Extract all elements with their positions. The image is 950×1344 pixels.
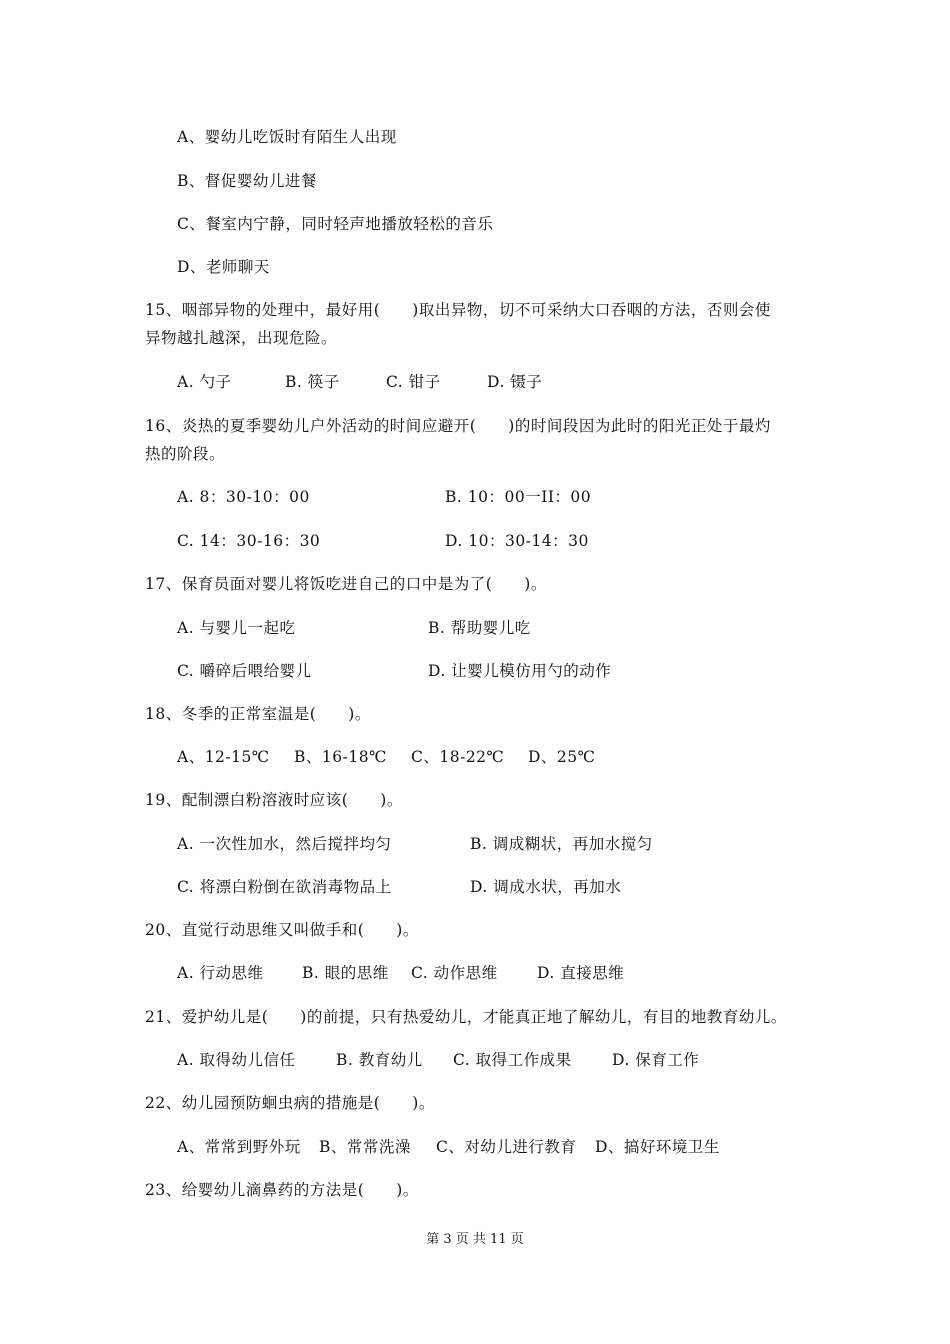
- option-c: C. 动作思维: [411, 964, 498, 982]
- option-b: B. 10：00一II：00: [445, 488, 592, 506]
- question-text: 17、保育员面对婴儿将饭吃进自己的口中是为了( )。: [145, 575, 547, 593]
- question-text: 16、炎热的夏季婴幼儿户外活动的时间应避开( )的时间段因为此时的阳光正处于最灼: [145, 417, 771, 435]
- option-c: C. 钳子: [386, 373, 441, 391]
- option-b: B. 筷子: [285, 373, 340, 391]
- question-text: 20、直觉行动思维又叫做手和( )。: [145, 921, 419, 939]
- question-text: 23、给婴幼儿滴鼻药的方法是( )。: [145, 1181, 419, 1199]
- option-b: B. 帮助婴儿吃: [428, 619, 531, 637]
- option-b: B、16-18℃: [294, 748, 387, 766]
- question-text: 21、爱护幼儿是( )的前提，只有热爱幼儿，才能真正地了解幼儿，有目的地教育幼儿。: [145, 1008, 787, 1026]
- option-d: D. 保育工作: [612, 1051, 700, 1069]
- option-a: A、12-15℃: [177, 748, 270, 766]
- option-a: A. 勺子: [177, 373, 232, 391]
- option-a: A、常常到野外玩: [177, 1138, 301, 1156]
- option-d: D. 调成水状，再加水: [470, 878, 622, 896]
- question-text: 18、冬季的正常室温是( )。: [145, 705, 371, 723]
- option-c: C. 将漂白粉倒在欲消毒物品上: [177, 878, 392, 896]
- option-a: A. 行动思维: [177, 964, 264, 982]
- option-b: B. 眼的思维: [302, 964, 389, 982]
- option-c: C、餐室内宁静，同时轻声地播放轻松的音乐: [177, 215, 494, 233]
- option-d: D、25℃: [528, 748, 596, 766]
- option-c: C. 14：30-16：30: [177, 532, 321, 550]
- option-b: B、常常洗澡: [319, 1138, 411, 1156]
- option-a: A. 与婴儿一起吃: [177, 619, 296, 637]
- option-b: B. 调成糊状，再加水搅匀: [470, 835, 653, 853]
- page-number-footer: 第 3 页 共 11 页: [426, 1232, 524, 1247]
- option-a: A. 8：30-10：00: [177, 488, 310, 506]
- option-d: D. 镊子: [487, 373, 543, 391]
- option-c: C、对幼儿进行教育: [436, 1138, 577, 1156]
- option-d: D. 让婴儿模仿用勺的动作: [428, 662, 612, 680]
- option-a: A. 取得幼儿信任: [177, 1051, 296, 1069]
- option-b: B. 教育幼儿: [336, 1051, 423, 1069]
- question-text: 22、幼儿园预防蛔虫病的措施是( )。: [145, 1094, 435, 1112]
- question-text-continued: 异物越扎越深，出现危险。: [145, 329, 338, 347]
- option-d: D、老师聊天: [177, 258, 270, 276]
- question-text-continued: 热的阶段。: [145, 445, 226, 463]
- option-a: A. 一次性加水，然后搅拌均匀: [177, 835, 392, 853]
- option-d: D. 直接思维: [537, 964, 625, 982]
- question-text: 15、咽部异物的处理中，最好用( )取出异物，切不可采纳大口吞咽的方法，否则会使: [145, 301, 771, 319]
- option-d: D、搞好环境卫生: [595, 1138, 720, 1156]
- option-c: C. 取得工作成果: [453, 1051, 572, 1069]
- option-c: C、18-22℃: [411, 748, 505, 766]
- option-d: D. 10：30-14：30: [445, 532, 589, 550]
- option-b: B、督促婴幼儿进餐: [177, 172, 317, 190]
- option-c: C. 嚼碎后喂给婴儿: [177, 662, 312, 680]
- question-text: 19、配制漂白粉溶液时应该( )。: [145, 791, 403, 809]
- option-a: A、婴幼儿吃饭时有陌生人出现: [177, 128, 397, 146]
